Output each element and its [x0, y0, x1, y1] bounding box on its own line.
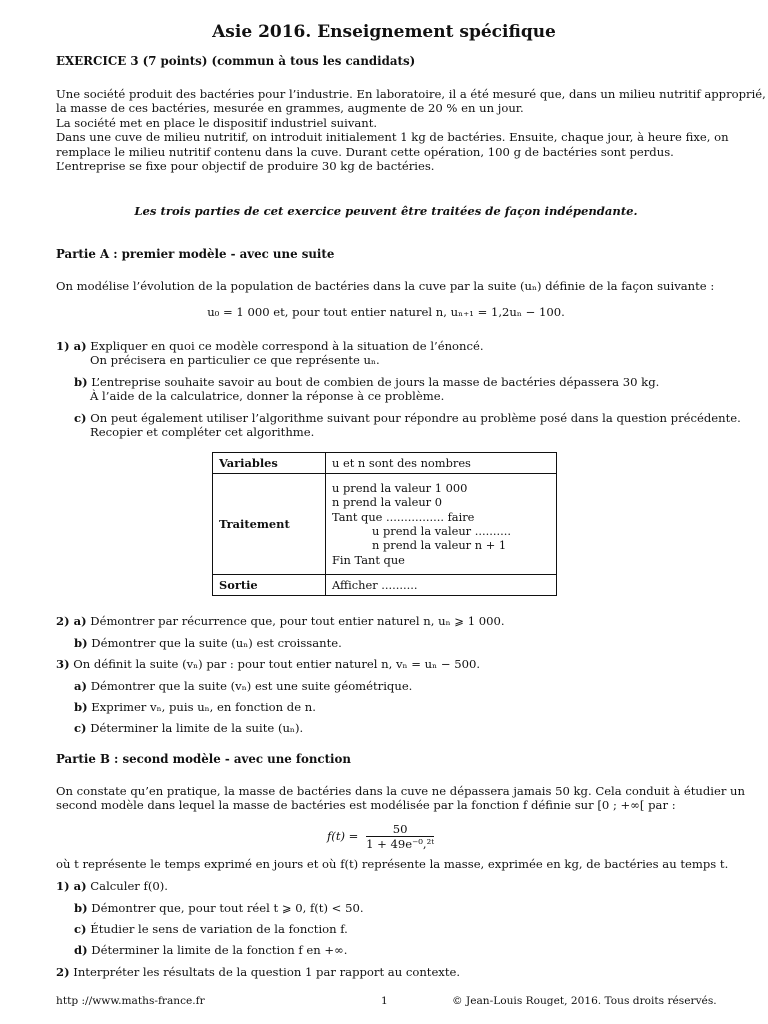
intro-line: Dans une cuve de milieu nutritif, on introduit initialement 1 kg de bactéries. Ensuite, chaque jour, à heure fixe, on — [56, 130, 729, 145]
question-label: c) — [74, 721, 87, 735]
traitement-body — [326, 474, 557, 575]
independent-note: Les trois parties de cet exercice peuvent être traitées de façon indépendante. — [134, 204, 638, 218]
part-b-after-formula: où t représente le temps exprimé en jours et où f(t) représente la masse, exprimée en kg, de bactéries au temps t. — [56, 857, 729, 871]
sortie-text: Afficher .......... — [326, 575, 557, 596]
question-text: Déterminer la limite de la suite (uₙ). — [90, 721, 304, 735]
question-text: Démontrer que la suite (vₙ) est une suite géométrique. — [90, 679, 413, 693]
sortie-label: Sortie — [213, 575, 326, 596]
question-3b — [74, 700, 316, 714]
question-text: On peut également utiliser l’algorithme suivant pour répondre au problème posé dans la question précédente. — [90, 411, 741, 425]
question-text: Interpréter les résultats de la question 1 par rapport au contexte. — [73, 965, 461, 979]
part-a-intro: On modélise l’évolution de la population de bactéries dans la cuve par la suite (uₙ) définie de la façon suivante : — [56, 279, 715, 293]
part-a-title: Partie A : premier modèle - avec une suite — [56, 247, 335, 261]
question-1c — [74, 411, 741, 425]
question-3c — [74, 721, 303, 735]
question-text: Démontrer par récurrence que, pour tout entier naturel n, uₙ ⩾ 1 000. — [90, 614, 505, 628]
footer-website-link[interactable]: http ://www.maths-france.fr — [56, 995, 205, 1007]
question-1c-line2: Recopier et compléter cet algorithme. — [90, 425, 315, 439]
question-2b — [74, 636, 342, 650]
variables-text: u et n sont des nombres — [326, 453, 557, 474]
intro-line: Une société produit des bactéries pour l’industrie. En laboratoire, il a été mesuré que, dans un milieu nutritif approprié, — [56, 87, 766, 101]
traitement-label: Traitement — [213, 474, 326, 575]
question-label: c) — [74, 922, 87, 936]
part-b-formula — [327, 822, 434, 852]
formula-denominator: 1 + 49e⁻⁰,²ᵗ — [366, 837, 435, 851]
question-1b — [74, 375, 659, 389]
intro-line: remplace le milieu nutritif contenu dans la cuve. Durant cette opération, 100 g de bactéries sont perdus. — [56, 144, 674, 159]
question-2a — [56, 614, 505, 628]
question-text: Expliquer en quoi ce modèle correspond à la situation de l’énoncé. — [90, 339, 484, 353]
question-text: Déterminer la limite de la fonction f en +∞. — [91, 943, 348, 957]
question-3 — [56, 657, 480, 671]
footer-copyright: © Jean-Louis Rouget, 2016. Tous droits réservés. — [452, 995, 717, 1007]
part-b-question-1d — [74, 943, 347, 957]
question-1b-line2: À l’aide de la calculatrice, donner la réponse à ce problème. — [90, 389, 445, 403]
question-text: L’entreprise souhaite savoir au bout de combien de jours la masse de bactéries dépassera 30 kg. — [91, 375, 660, 389]
question-text: Démontrer que, pour tout réel t ⩾ 0, f(t) < 50. — [91, 901, 364, 915]
algorithm-row-variables — [213, 453, 557, 474]
question-text: Démontrer que la suite (uₙ) est croissante. — [91, 636, 342, 650]
footer-page-number: 1 — [381, 995, 388, 1007]
part-b-intro-line1: On constate qu’en pratique, la masse de bactéries dans la cuve ne dépassera jamais 50 kg. Cela conduit à étudier un — [56, 784, 745, 798]
question-label: 2) a) — [56, 614, 87, 628]
question-label: b) — [74, 901, 88, 915]
formula-numerator: 50 — [366, 822, 434, 837]
question-label: d) — [74, 943, 88, 957]
algo-line: n prend la valeur n + 1 — [372, 538, 507, 553]
question-label: 1) a) — [56, 339, 87, 353]
part-a-formula: u₀ = 1 000 et, pour tout entier naturel n, uₙ₊₁ = 1,2uₙ − 100. — [207, 305, 565, 319]
algorithm-row-sortie — [213, 575, 557, 596]
algo-line: u prend la valeur .......... — [372, 524, 511, 538]
algo-line: Fin Tant que — [332, 552, 405, 567]
question-label: 3) — [56, 657, 70, 671]
algo-line: Tant que ................ faire — [332, 509, 475, 524]
algo-line: u prend la valeur 1 000 — [332, 480, 468, 495]
question-label: 2) — [56, 965, 70, 979]
question-label: b) — [74, 636, 88, 650]
algo-line: n prend la valeur 0 — [332, 495, 442, 510]
question-3a — [74, 679, 412, 693]
intro-paragraph — [56, 87, 766, 174]
algorithm-table — [212, 452, 557, 596]
question-label: b) — [74, 700, 88, 714]
exercise-title: EXERCICE 3 (7 points) (commun à tous les candidats) — [56, 54, 416, 68]
question-text: Étudier le sens de variation de la fonction f. — [90, 922, 348, 936]
question-label: c) — [74, 411, 87, 425]
question-text: Exprimer vₙ, puis uₙ, en fonction de n. — [91, 700, 316, 714]
part-b-intro-line2: second modèle dans lequel la masse de bactéries est modélisée par la fonction f définie sur [0 ; +∞[ par : — [56, 798, 676, 812]
question-label: b) — [74, 375, 88, 389]
algorithm-row-traitement — [213, 474, 557, 575]
question-label: a) — [74, 679, 87, 693]
page-title: Asie 2016. Enseignement spécifique — [212, 22, 556, 42]
question-text: On définit la suite (vₙ) par : pour tout entier naturel n, vₙ = uₙ − 500. — [73, 657, 481, 671]
intro-line: L’entreprise se fixe pour objectif de produire 30 kg de bactéries. — [56, 159, 435, 174]
formula-fraction — [366, 822, 434, 852]
question-label: 1) a) — [56, 879, 87, 893]
part-b-title: Partie B : second modèle - avec une fonction — [56, 752, 351, 766]
variables-label: Variables — [213, 453, 326, 474]
intro-line: La société met en place le dispositif industriel suivant. — [56, 115, 378, 130]
question-text: Calculer f(0). — [90, 879, 168, 893]
formula-lhs: f(t) = — [327, 829, 359, 843]
intro-line: la masse de ces bactéries, mesurée en grammes, augmente de 20 % en un jour. — [56, 101, 524, 116]
question-1a — [56, 339, 484, 353]
question-1a-line2: On précisera en particulier ce que représente uₙ. — [90, 353, 380, 367]
part-b-question-1b — [74, 901, 364, 915]
part-b-question-1a — [56, 879, 168, 893]
part-b-question-1c — [74, 922, 348, 936]
part-b-question-2 — [56, 965, 460, 979]
